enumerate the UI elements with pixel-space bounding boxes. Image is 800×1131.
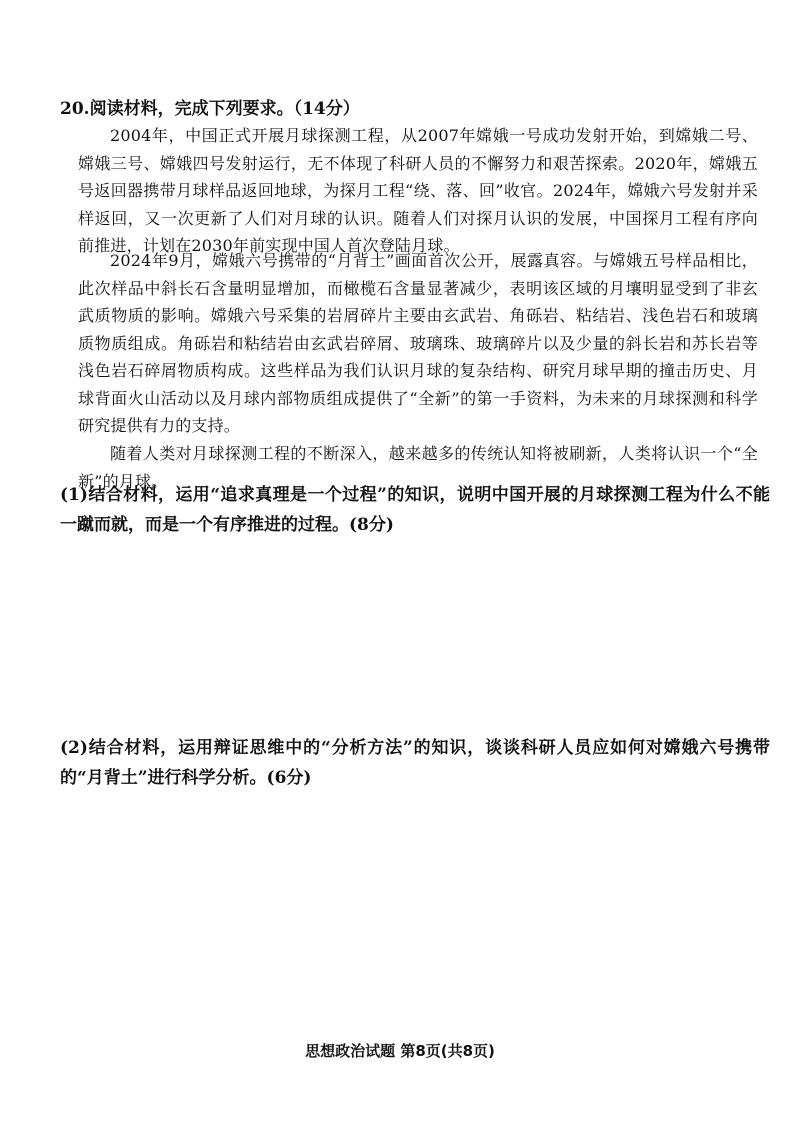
sub-question-1: (1)结合材料，运用“追求真理是一个过程”的知识，说明中国开展的月球探测工程为什么不能一蹴而就，而是一个有序推进的过程。(8分) (60, 485, 770, 535)
sub-question-2: (2)结合材料，运用辩证思维中的“分析方法”的知识，谈谈科研人员应如何对嫦娥六号携带的“月背土”进行科学分析。(6分) (60, 738, 770, 788)
material-paragraph-3: 随着人类对月球探测工程的不断深入，越来越多的传统认知将被刷新，人类将认识一个“全新”的月球。 (78, 444, 758, 491)
material-paragraph-1: 2004年，中国正式开展月球探测工程，从2007年嫦娥一号成功发射开始，到嫦娥二号、嫦娥三号、嫦娥四号发射运行，无不体现了科研人员的不懈努力和艰苦探索。2020年，嫦娥五号返回器携带月球样品返回地球，为探月工程“绕、落、回”收官。2024年，嫦娥六号发射并采样返回，又一次更新了人们对月球的认识。随着人们对探月认识的发展，中国探月工程有序向前推进，计划在2030年前实现中国人首次登陆月球。 (78, 126, 758, 255)
material-paragraph-2: 2024年9月，嫦娥六号携带的“月背土”画面首次公开，展露真容。与嫦娥五号样品相比，此次样品中斜长石含量明显增加，而橄榄石含量显著减少，表明该区域的月壤明显受到了非玄武质物质的影响。嫦娥六号采集的岩屑碎片主要由玄武岩、角砾岩、粘结岩、浅色岩石和玻璃质物质组成。角砾岩和粘结岩由玄武岩碎屑、玻璃珠、玻璃碎片以及少量的斜长岩和苏长岩等浅色岩石碎屑物质构成。这些样品为我们认识月球的复杂结构、研究月球早期的撞击历史、月球背面火山活动以及月球内部物质组成提供了“全新”的第一手资料，为未来的月球探测和科学研究提供有力的支持。 (78, 251, 758, 435)
question-title: 20.阅读材料，完成下列要求。（14分） (60, 99, 360, 119)
page-footer: 思想政治试题 第8页(共8页) (305, 1042, 495, 1060)
